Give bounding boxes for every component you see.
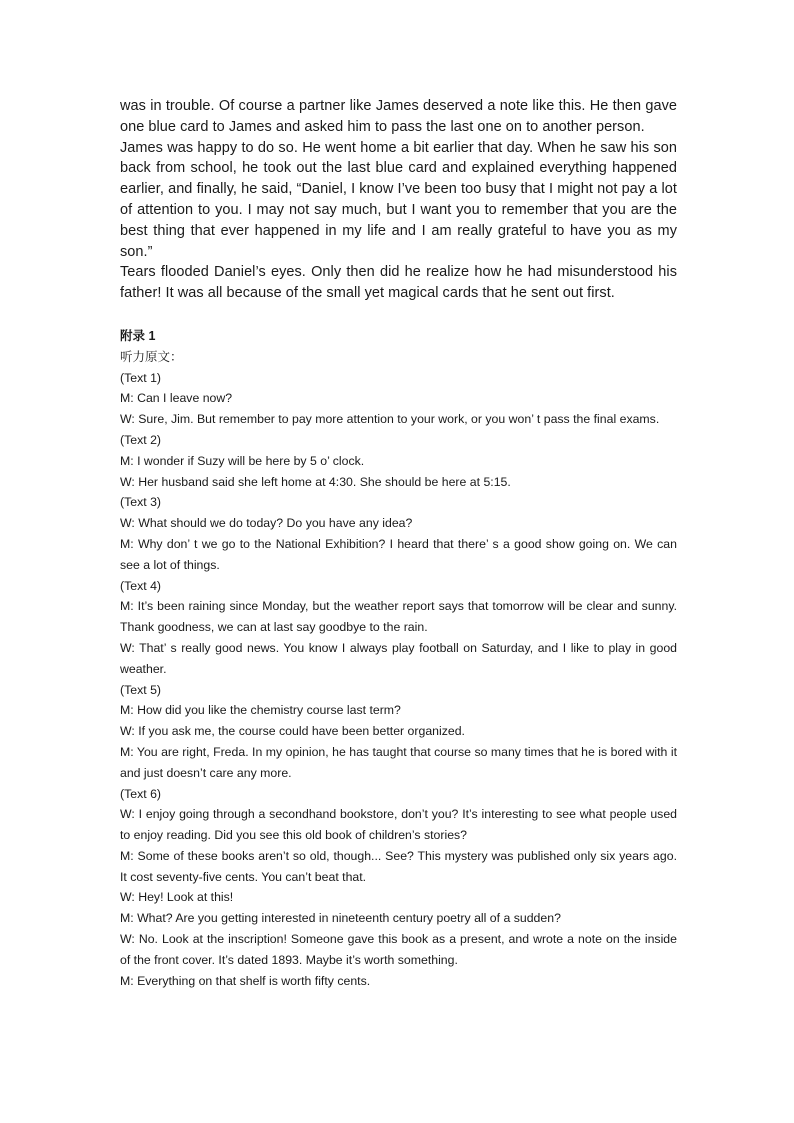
story-paragraph-3: Tears flooded Daniel’s eyes. Only then did he realize how he had misunderstood his father! It was all because of the small yet magical cards that he sent out first. [120,264,677,302]
appendix-section [120,326,677,992]
transcript-line: (Text 6) [120,786,161,801]
transcript-line: M: What? Are you getting interested in nineteenth century poetry all of a sudden? [120,911,561,926]
story-paragraph-2: James was happy to do so. He went home a bit earlier that day. When he saw his son back from school, he took out the last blue card and explained everything happened earlier, and finally, he said, “Daniel, I know I’ve been too busy that I might not pay a lot of attention to you. I may not say much, but I want you to remember that you are the best thing that ever happened in my life and I am really grateful to have you as my son.” [120,139,677,260]
transcript-line: (Text 1) [120,370,161,385]
transcript-lines [120,368,677,992]
transcript-line: (Text 2) [120,432,161,447]
transcript-line: W: That’ s really good news. You know I always play football on Saturday, and I like to play in good weather. [120,640,677,676]
appendix-title: 附录 1 [120,328,156,343]
transcript-line: W: No. Look at the inscription! Someone gave this book as a present, and wrote a note on the inside of the front cover. It’s dated 1893. Maybe it’s worth something. [120,932,677,967]
transcript-line: W: Her husband said she left home at 4:30. She should be here at 5:15. [120,474,511,489]
transcript-line: (Text 5) [120,682,161,697]
transcript-line: M: Everything on that shelf is worth fifty cents. [120,973,371,988]
transcript-line: W: What should we do today? Do you have any idea? [120,516,413,531]
transcript-line: (Text 3) [120,495,161,510]
transcript-line: W: If you ask me, the course could have been better organized. [120,724,465,739]
transcript-line: (Text 4) [120,578,161,593]
document-page [120,96,677,991]
transcript-line: M: It’s been raining since Monday, but the weather report says that tomorrow will be clear and sunny. Thank goodness, we can at last say goodbye to the rain. [120,599,677,635]
transcript-line: M: You are right, Freda. In my opinion, he has taught that course so many times that he is bored with it and just doesn’t care any more. [120,744,677,780]
transcript-line: M: How did you like the chemistry course last term? [120,703,401,718]
transcript-line: M: I wonder if Suzy will be here by 5 o’ clock. [120,453,365,468]
story-paragraph-1: was in trouble. Of course a partner like James deserved a note like this. He then gave one blue card to James and asked him to pass the last one on to another person. [120,98,677,135]
transcript-line: W: I enjoy going through a secondhand bookstore, don’t you? It’s interesting to see what people used to enjoy reading. Did you see this old book of children’s stories? [120,807,677,843]
transcript-line: M: Some of these books aren’t so old, though... See? This mystery was published only six years ago. It cost seventy-five cents. You can’t beat that. [120,848,677,884]
appendix-subtitle: 听力原文： [120,349,183,364]
story-section [120,96,677,304]
transcript-line: M: Can I leave now? [120,391,233,406]
transcript-line: M: Why don’ t we go to the National Exhibition? I heard that there’ s a good show going on. We can see a lot of things. [120,536,677,572]
transcript-line: W: Sure, Jim. But remember to pay more attention to your work, or you won’ t pass the final exams. [120,412,660,427]
transcript-line: W: Hey! Look at this! [120,890,234,905]
